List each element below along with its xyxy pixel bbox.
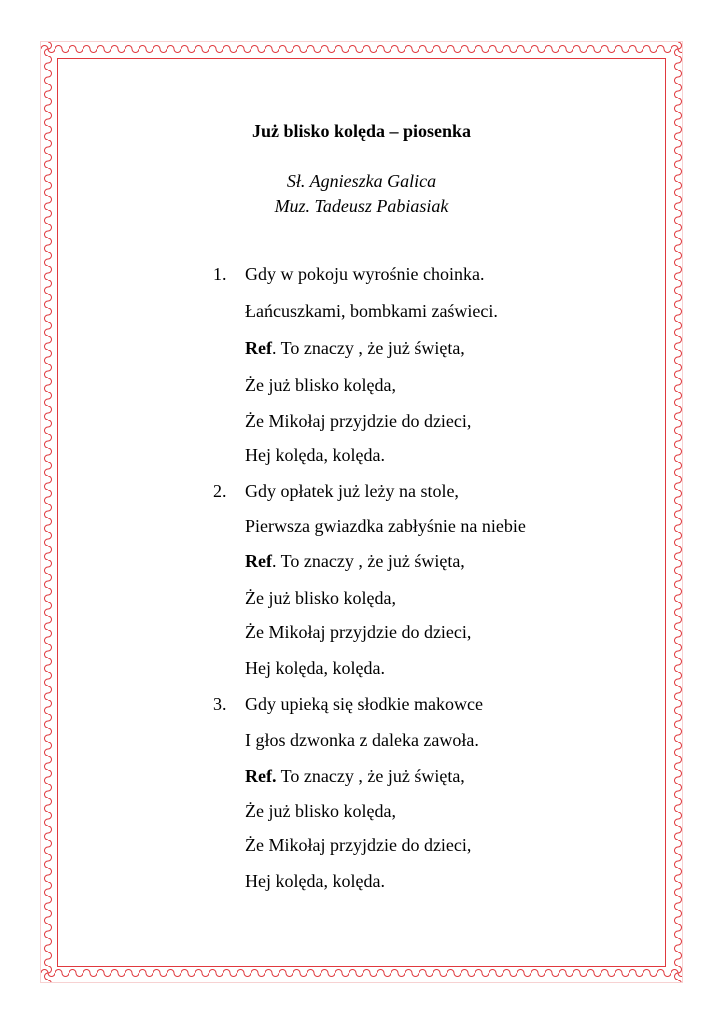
refrain-text: . To znaczy , że już święta, [271,338,465,358]
verse-line: Pierwsza gwiazdka zabłyśnie na niebie [245,516,526,536]
refrain-line [245,338,465,359]
refrain-line: Hej kolęda, kolęda. [245,658,385,678]
refrain-line: Że Mikołaj przyjdzie do dzieci, [245,622,472,642]
refrain-label: Ref [245,551,272,571]
refrain-label: Ref [245,338,272,358]
music-credit: Muz. Tadeusz Pabiasiak [274,196,449,216]
refrain-line: Że Mikołaj przyjdzie do dzieci, [245,411,472,431]
refrain-line: Hej kolęda, kolęda. [245,445,385,465]
refrain-text: . To znaczy , że już święta, [271,551,465,571]
verse-number: 2. [213,481,227,501]
verse-line: Gdy opłatek już leży na stole, [245,481,459,501]
refrain-line: Że już blisko kolęda, [245,801,396,821]
verse-line: Łańcuszkami, bombkami zaświeci. [245,301,498,321]
verse-number: 1. [213,264,227,284]
verse-line: Gdy w pokoju wyrośnie choinka. [245,264,485,284]
verse-number: 3. [213,694,227,714]
refrain-line: Że już blisko kolęda, [245,375,396,395]
refrain-line [245,766,465,787]
refrain-line: Hej kolęda, kolęda. [245,871,385,891]
refrain-text: To znaczy , że już święta, [276,766,465,786]
verse-line: I głos dzwonka z daleka zawoła. [245,730,479,750]
refrain-line: Że Mikołaj przyjdzie do dzieci, [245,835,472,855]
verse-line: Gdy upieką się słodkie makowce [245,694,483,714]
song-title: Już blisko kolęda – piosenka [251,121,472,141]
lyrics-credit: Sł. Agnieszka Galica [286,171,437,191]
refrain-line: Że już blisko kolęda, [245,588,396,608]
refrain-line [245,551,465,572]
refrain-label: Ref. [245,766,277,786]
